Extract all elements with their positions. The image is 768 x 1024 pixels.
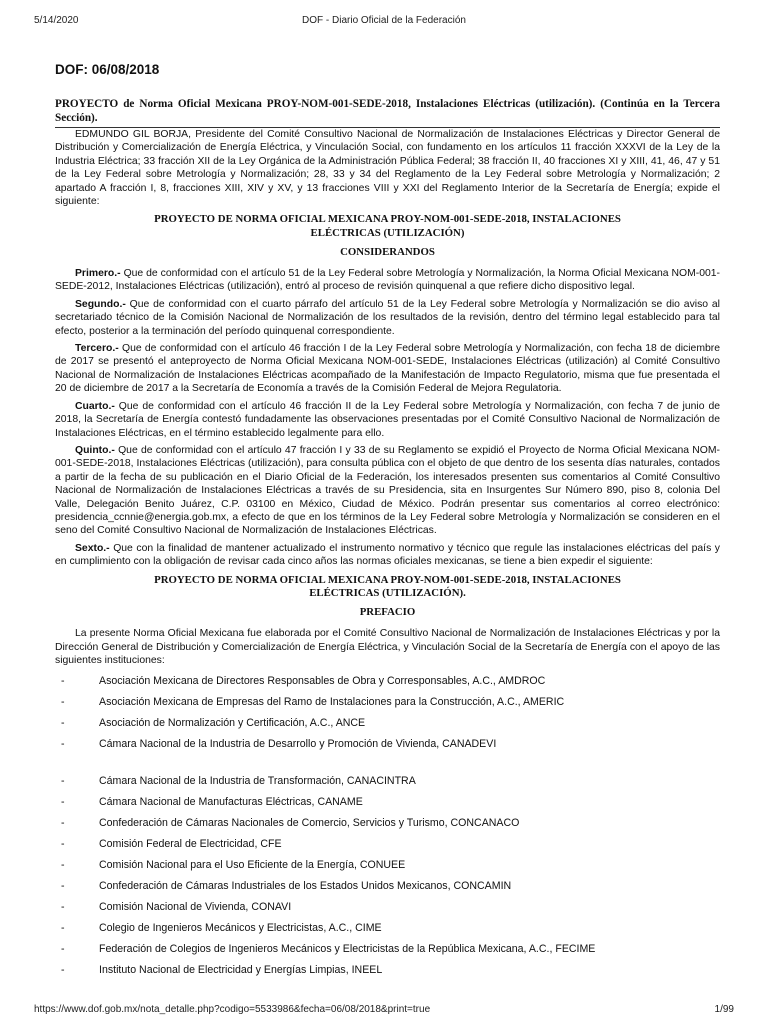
institution-name: Confederación de Cámaras Industriales de los Estados Unidos Mexicanos, CONCAMIN [99, 880, 512, 893]
considerando-paragraph [55, 542, 720, 569]
list-gap [55, 759, 720, 775]
list-item [55, 922, 720, 935]
institution-name: Colegio de Ingenieros Mecánicos y Electricistas, A.C., CIME [99, 922, 382, 935]
list-dash: - [61, 817, 65, 830]
institution-name: Asociación Mexicana de Empresas del Ramo de Instalaciones para la Construcción, A.C., AMERIC [99, 696, 565, 709]
list-dash: - [61, 943, 65, 956]
institution-name: Confederación de Cámaras Nacionales de Comercio, Servicios y Turismo, CONCANACO [99, 817, 520, 830]
list-dash: - [61, 775, 65, 788]
considerando-lead: Sexto.- [75, 542, 110, 554]
project-title [55, 97, 720, 125]
list-dash: - [61, 922, 65, 935]
list-item [55, 964, 720, 977]
list-dash: - [61, 901, 65, 914]
considerando-lead: Primero.- [75, 268, 121, 280]
institution-name: Cámara Nacional de Manufacturas Eléctricas, CANAME [99, 796, 363, 809]
list-item [55, 901, 720, 914]
institution-list-continued [55, 775, 720, 977]
considerando-lead: Segundo.- [75, 298, 126, 310]
list-dash: - [61, 859, 65, 872]
list-dash: - [61, 717, 65, 730]
institution-name: Asociación de Normalización y Certificación, A.C., ANCE [99, 717, 366, 730]
print-date: 5/14/2020 [34, 15, 79, 26]
project-title-prefix: PROYECTO [55, 98, 119, 110]
considerando-paragraph [55, 267, 720, 294]
considerando-text: Que de conformidad con el artículo 46 fracción II de la Ley Federal sobre Metrología y Normalización, con fecha 7 de junio de 2018, la Secretaría de Energía contestó fundadamente las observaciones presentadas por el Comité Consultivo Nacional de Normalización de Instalaciones Eléctricas, en el término establecido legalmente para ello. [55, 400, 720, 439]
considerando-text: Que con la finalidad de mantener actualizado el instrumento normativo y técnico que regule las instalaciones eléctricas del país y en cumplimiento con la obligación de revisar cada cinco años las normas oficiales mexicanas, se tiene a bien expedir el siguiente: [55, 542, 720, 568]
list-dash: - [61, 964, 65, 977]
considerando-text: Que de conformidad con el artículo 47 fracción I y 33 de su Reglamento se expidió el Proyecto de Norma Oficial Mexicana NOM-001-SEDE-2018, Instalaciones Eléctricas (utilización), para consulta pública con el objeto de que dentro de los sesenta días naturales, contados a partir de la fecha de su publicación en el Diario Oficial de la Federación, los interesados presenten sus comentarios al Comité Consultivo Nacional de Normalización de Instalaciones Eléctricas a través de su Presidencia, sita en Insurgentes Sur Número 890, piso 8, colonia Del Valle, Delegación Benito Juárez, C.P. 03100 en México, Ciudad de México. Podrán presentar sus comentarios al correo electrónico: presidencia_ccnnie@energia.gob.mx, a efecto de que en los términos de la Ley Federal sobre Metrología y Normalización se consideren en el seno del Comité Consultivo Nacional de Normalización de Instalaciones Eléctricas. [55, 444, 720, 537]
list-item [55, 738, 720, 751]
dof-publication-date: DOF: 06/08/2018 [55, 62, 160, 77]
list-item [55, 838, 720, 851]
list-item [55, 817, 720, 830]
print-header [34, 15, 734, 29]
institution-name: Federación de Colegios de Ingenieros Mecánicos y Electricistas de la República Mexicana, A.C., FECIME [99, 943, 596, 956]
list-dash: - [61, 675, 65, 688]
document-body [55, 62, 720, 985]
considerando-paragraph [55, 298, 720, 338]
list-dash: - [61, 696, 65, 709]
list-dash: - [61, 838, 65, 851]
considerando-lead: Quinto.- [75, 444, 115, 456]
considerando-paragraph [55, 444, 720, 538]
list-item [55, 880, 720, 893]
list-item [55, 943, 720, 956]
prefacio-paragraph: La presente Norma Oficial Mexicana fue elaborada por el Comité Consultivo Nacional de Normalización de Instalaciones Eléctricas y por la Dirección General de Distribución y Comercialización de Energía Eléctrica, y Vinculación Social de la Secretaría de Energía con el apoyo de las siguientes instituciones: [55, 628, 720, 666]
list-dash: - [61, 880, 65, 893]
considerandos-heading: CONSIDERANDOS [340, 245, 435, 258]
list-dash: - [61, 738, 65, 751]
considerando-paragraph [55, 400, 720, 440]
page-url: https://www.dof.gob.mx/nota_detalle.php?codigo=5533986&fecha=06/08/2018&print=true [34, 1004, 431, 1015]
institution-name: Comisión Nacional de Vivienda, CONAVI [99, 901, 292, 914]
institution-name: Comisión Nacional para el Uso Eficiente de la Energía, CONUEE [99, 859, 406, 872]
institution-name: Asociación Mexicana de Directores Responsables de Obra y Corresponsables, A.C., AMDROC [99, 675, 546, 688]
print-page-title: DOF - Diario Oficial de la Federación [302, 15, 466, 26]
considerando-text: Que de conformidad con el artículo 51 de la Ley Federal sobre Metrología y Normalización, la Norma Oficial Mexicana NOM-001-SEDE-2012, Instalaciones Eléctricas (utilización), entró al proceso de revisión quinquenal a que refiere dicho dispositivo legal. [55, 268, 720, 293]
list-item [55, 859, 720, 872]
institution-name: Cámara Nacional de la Industria de Transformación, CANACINTRA [99, 775, 416, 788]
list-item [55, 775, 720, 788]
list-dash: - [61, 796, 65, 809]
institution-list [55, 675, 720, 751]
considerando-lead: Tercero.- [75, 343, 119, 355]
prefacio-heading: PREFACIO [359, 605, 416, 618]
intro-paragraph: EDMUNDO GIL BORJA, Presidente del Comité Consultivo Nacional de Normalización de Instalaciones Eléctricas y Director General de Distribución y Comercialización de Energía Eléctrica, y Vinculación Social, con fundamento en los artículos 11 fracción XXXVI de la Ley de la Industria Eléctrica; 33 fracción XII de la Ley Orgánica de la Administración Pública Federal; 38 fracción II, 40 fracciones XI y XIII, 41, 46, 47 y 51 de la Ley Federal sobre Metrología y Normalización; 28, 33 y 34 del Reglamento de la Ley Federal sobre Metrología y Normalización; 2 apartado A fracción I, 8, fracciones XIII, XIV y XV, y 13 fracciones VIII y XXI del Reglamento Interior de la Secretaría de Energía; expide el siguiente: [55, 129, 720, 208]
considerando-lead: Cuarto.- [75, 400, 115, 412]
page-number: 1/99 [714, 1004, 734, 1015]
list-item [55, 675, 720, 688]
project-title-rest: de Norma Oficial Mexicana PROY-NOM-001-SEDE-2018, Instalaciones Eléctricas (utilización). (Continúa en la Tercera Sección). [55, 98, 720, 124]
list-item [55, 696, 720, 709]
list-item [55, 796, 720, 809]
considerando-text: Que de conformidad con el artículo 46 fracción I de la Ley Federal sobre Metrología y Normalización, con fecha 18 de diciembre de 2017 se presentó el anteproyecto de Norma Oficial Mexicana NOM-001-SEDE, Instalaciones Eléctricas (utilización) al Comité Consultivo Nacional de Normalización de Instalaciones Eléctricas acompañado de la Manifestación de Impacto Regulatorio, misma que fue presentada el 20 de diciembre de 2017 a la Secretaría de Economía a través de la Comisión Federal de Mejora Regulatoria. [55, 343, 720, 395]
institution-name: Comisión Federal de Electricidad, CFE [99, 838, 282, 851]
norma-heading-repeat: PROYECTO DE NORMA OFICIAL MEXICANA PROY-NOM-001-SEDE-2018, INSTALACIONES ELÉCTRICAS (UTILIZACIÓN). [154, 573, 621, 599]
considerando-paragraph [55, 342, 720, 396]
considerando-text: Que de conformidad con el cuarto párrafo del artículo 51 de la Ley Federal sobre Metrología y Normalización se dio aviso al secretariado técnico de la Comisión Nacional de Normalización de los resultados de la revisión, dentro del término legal establecido para tal efecto, posterior a la terminación del período quinquenal correspondiente. [55, 298, 720, 337]
institution-name: Cámara Nacional de la Industria de Desarrollo y Promoción de Vivienda, CANADEVI [99, 738, 497, 751]
institution-name: Instituto Nacional de Electricidad y Energías Limpias, INEEL [99, 964, 383, 977]
considerandos-list [55, 267, 720, 569]
print-footer [34, 1004, 734, 1018]
list-item [55, 717, 720, 730]
norma-heading: PROYECTO DE NORMA OFICIAL MEXICANA PROY-NOM-001-SEDE-2018, INSTALACIONES ELÉCTRICAS (UTILIZACIÓN) [154, 213, 621, 239]
